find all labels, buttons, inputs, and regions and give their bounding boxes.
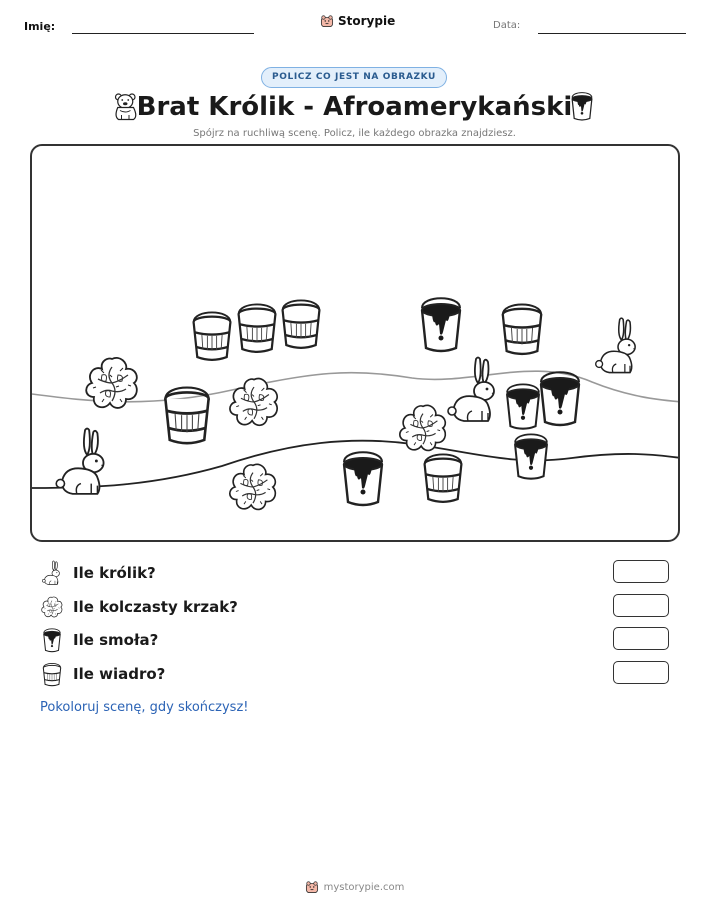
bucket-icon — [283, 300, 320, 347]
activity-badge: POLICZ CO JEST NA OBRAZKU — [261, 67, 447, 88]
storypie-logo-icon — [305, 880, 319, 894]
tar-icon — [515, 434, 547, 478]
page-title: Brat Królik - Afroamerykański — [136, 92, 573, 122]
tar-icon — [507, 384, 539, 428]
question-row — [40, 594, 680, 628]
answer-box[interactable] — [613, 661, 669, 684]
tar-icon — [541, 372, 579, 425]
coloring-instruction: Pokoloruj scenę, gdy skończysz! — [40, 700, 249, 715]
question-row — [40, 661, 680, 695]
rabbit-icon — [56, 429, 103, 494]
bush-icon — [400, 405, 446, 450]
name-field[interactable] — [72, 33, 254, 34]
brand-logo — [320, 14, 395, 28]
question-text: Ile królik? — [73, 564, 156, 582]
bush-icon — [40, 594, 64, 620]
bush-icon — [86, 358, 137, 408]
bucket-icon — [194, 312, 231, 359]
answer-box[interactable] — [613, 594, 669, 617]
name-label: Imię: — [24, 20, 56, 33]
footer — [0, 880, 709, 894]
tar-icon — [569, 90, 595, 122]
rabbit-icon — [40, 560, 64, 586]
bush-icon — [230, 464, 276, 509]
question-text: Ile kolczasty krzak? — [73, 597, 238, 616]
date-field[interactable] — [538, 33, 686, 34]
bucket-icon — [503, 304, 541, 353]
bush-icon — [230, 379, 277, 426]
worksheet-header — [0, 14, 709, 44]
answer-box[interactable] — [613, 560, 669, 583]
instructions-text: Spójrz na ruchliwą scenę. Policz, ile każdego obrazka znajdziesz. — [193, 128, 516, 139]
footer-url[interactable]: mystorypie.com — [323, 881, 405, 893]
bucket-icon — [425, 454, 462, 501]
rabbit-icon — [596, 318, 635, 372]
bucket-icon — [239, 304, 276, 351]
scene-drawing — [32, 146, 680, 542]
question-text: Ile smoła? — [73, 631, 159, 649]
tar-icon — [344, 452, 382, 505]
tar-icon — [40, 627, 64, 653]
date-label: Data: — [493, 20, 521, 31]
question-list — [40, 560, 680, 694]
bucket-icon — [40, 661, 64, 687]
question-row — [40, 560, 680, 594]
question-row — [40, 627, 680, 661]
counting-scene — [30, 144, 680, 542]
tar-icon — [422, 298, 460, 351]
brand-name: Storypie — [338, 14, 396, 28]
rabbit-icon — [448, 358, 494, 422]
storypie-logo-icon — [320, 14, 334, 28]
answer-box[interactable] — [613, 627, 669, 650]
question-text: Ile wiadro? — [73, 664, 166, 683]
